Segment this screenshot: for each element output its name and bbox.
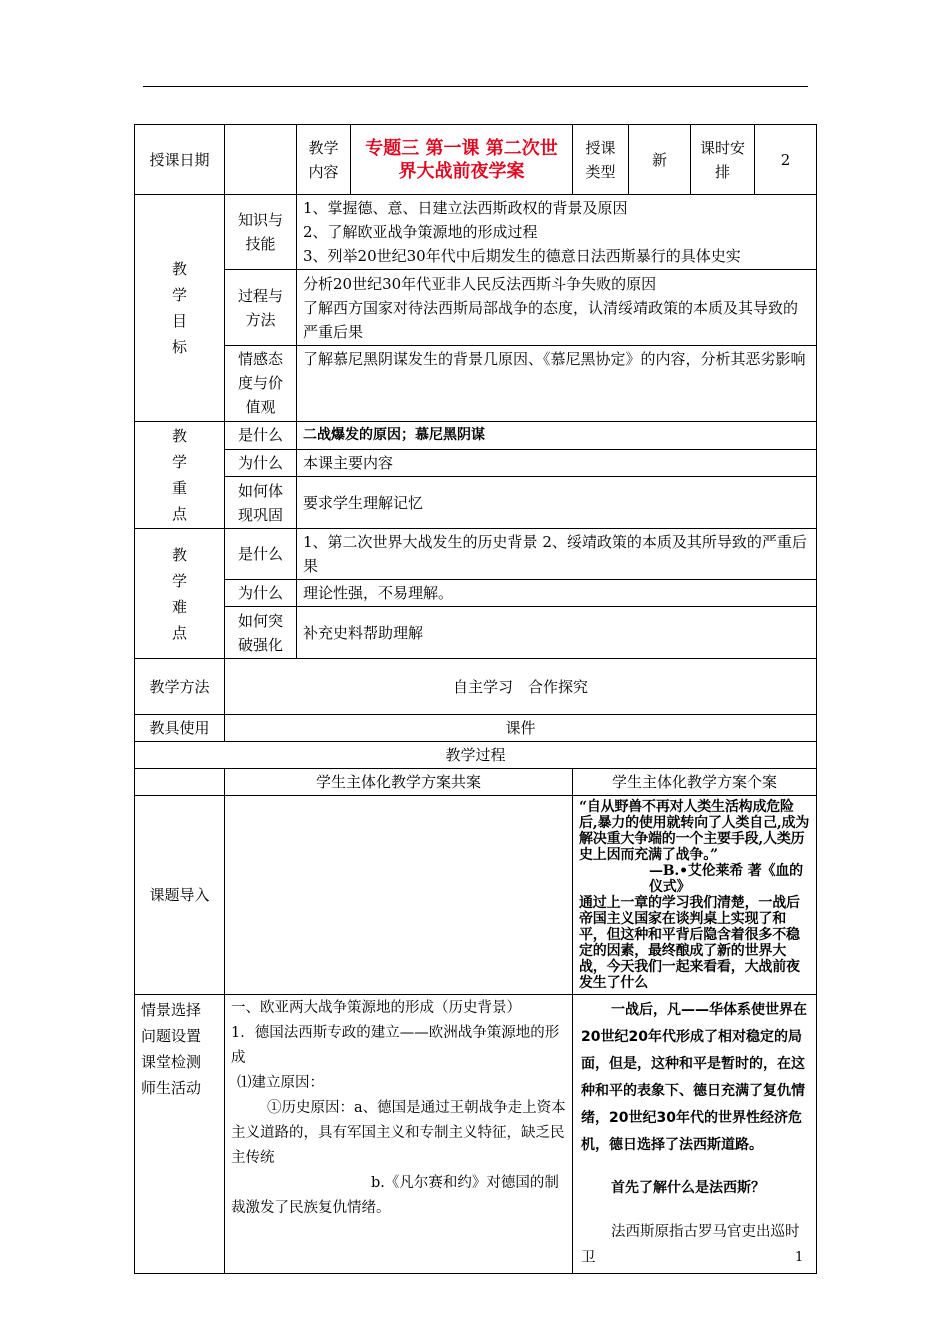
activity-label: 师生活动 — [141, 1079, 202, 1097]
diff-how-label: 如何突破强化 — [225, 607, 297, 659]
common-line: 1．德国法西斯专政的建立——欧洲战争策源地的形成 — [231, 1025, 560, 1066]
header-rule — [143, 86, 808, 87]
common-line: b.《凡尔赛和约》对德国的制裁激发了民族复仇情绪。 — [231, 1175, 559, 1216]
common-line: 一、欧亚两大战争策源地的形成（历史背景） — [231, 1000, 521, 1016]
type-value: 新 — [629, 125, 691, 195]
type-label: 授课类型 — [573, 125, 629, 195]
activity-label: 课堂检测 — [141, 1053, 202, 1071]
process-content — [297, 270, 817, 346]
key-what-label: 是什么 — [225, 422, 297, 450]
process-item: 分析20世纪30年代亚非人民反法西斯斗争失败的原因 — [303, 274, 657, 293]
individual-question: 首先了解什么是法西斯？ — [611, 1180, 765, 1196]
intro-quote: “自从野兽不再对人类生活构成危险后,暴力的使用就转向了人类自己,成为解决重大争端的一个主要手段,人类历史上因而充满了战争。” — [579, 799, 810, 863]
intro-label: 课题导入 — [135, 796, 225, 995]
common-line: ①历史原因：a、德国是通过王朝战争走上资本主义道路的，具有军国主义和专制主义特征，缺乏民主传统 — [231, 1100, 566, 1166]
page-number: 1 — [795, 1250, 804, 1265]
emotion-content: 了解慕尼黑阴谋发生的背景几原因、《慕尼黑协定》的内容，分析其恶劣影响 — [297, 346, 817, 422]
process-label: 过程与方法 — [225, 270, 297, 346]
common-line: ⑴建立原因： — [237, 1075, 324, 1091]
tools-value: 课件 — [225, 715, 817, 742]
intro-individual-cell — [573, 796, 817, 995]
activity-labels — [135, 995, 225, 1274]
objectives-label: 教学目标 — [135, 195, 225, 422]
intro-text: 通过上一章的学习我们清楚，一战后帝国主义国家在谈判桌上实现了和平，但这种和平背后隐含着很多不稳定的因素，最终酿成了新的世界大战，今天我们一起来看看，大战前夜发生了什么 — [579, 895, 800, 991]
key-points-label: 教学重点 — [135, 422, 225, 529]
diff-how-content: 补充史料帮助理解 — [297, 607, 817, 659]
diff-what-label: 是什么 — [225, 529, 297, 580]
common-plan-content — [225, 995, 573, 1274]
process-blank-header — [135, 769, 225, 796]
hours-value: 2 — [755, 125, 817, 195]
intro-author: —B.•艾伦莱希 著《血的仪式》 — [649, 863, 803, 895]
individual-plan-content — [573, 995, 817, 1274]
lesson-title: 专题三 第一课 第二次世界大战前夜学案 — [351, 125, 573, 195]
process-title: 教学过程 — [135, 742, 817, 769]
key-why-content: 本课主要内容 — [297, 449, 817, 477]
date-label: 授课日期 — [135, 125, 225, 195]
date-value — [225, 125, 297, 195]
individual-plan-header: 学生主体化教学方案个案 — [573, 769, 817, 796]
knowledge-item: 2、了解欧亚战争策源地的形成过程 — [303, 223, 538, 241]
emotion-label: 情感态度与价值观 — [225, 346, 297, 422]
process-item: 了解西方国家对待法西斯局部战争的态度，认清绥靖政策的本质及其导致的严重后果 — [303, 298, 799, 341]
activity-label: 情景选择 — [141, 1001, 202, 1019]
method-value: 自主学习 合作探究 — [225, 659, 817, 715]
individual-bold-text: 一战后，凡——华体系使世界在20世纪20年代形成了相对稳定的局面，但是，这种和平是暂时的，在这种和平的表象下、德日充满了复仇情绪，20世纪30年代的世界性经济危机，德日选择了法西斯道路。 — [581, 1002, 807, 1153]
activity-label: 问题设置 — [141, 1027, 202, 1045]
diff-why-label: 为什么 — [225, 580, 297, 607]
key-how-content: 要求学生理解记忆 — [297, 477, 817, 529]
content-label: 教学内容 — [297, 125, 351, 195]
knowledge-content — [297, 195, 817, 270]
diff-what-content: 1、第二次世界大战发生的历史背景 2、绥靖政策的本质及其所导致的严重后果 — [297, 529, 817, 580]
hours-label: 课时安排 — [691, 125, 755, 195]
diff-why-content: 理论性强，不易理解。 — [297, 580, 817, 607]
knowledge-label: 知识与技能 — [225, 195, 297, 270]
lesson-plan-table — [134, 124, 817, 1274]
difficulties-label: 教学难点 — [135, 529, 225, 659]
common-plan-header: 学生主体化教学方案共案 — [225, 769, 573, 796]
key-why-label: 为什么 — [225, 449, 297, 477]
individual-text: 法西斯原指古罗马官吏出巡时卫 — [581, 1224, 800, 1266]
key-how-label: 如何体现巩固 — [225, 477, 297, 529]
knowledge-item: 3、列举20世纪30年代中后期发生的德意日法西斯暴行的具体史实 — [303, 247, 741, 265]
method-label: 教学方法 — [135, 659, 225, 715]
tools-label: 教具使用 — [135, 715, 225, 742]
key-what-content: 二战爆发的原因；慕尼黑阴谋 — [297, 422, 817, 450]
knowledge-item: 1、掌握德、意、日建立法西斯政权的背景及原因 — [303, 199, 628, 217]
intro-common-cell — [225, 796, 573, 995]
